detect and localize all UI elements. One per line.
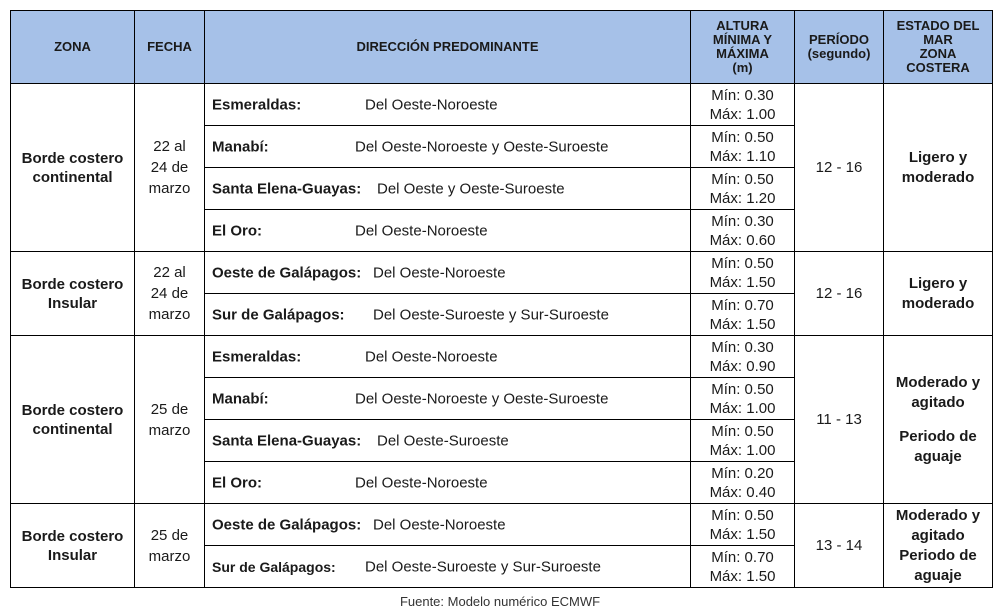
periodo-cell: 12 - 16 [795, 252, 884, 336]
periodo-cell: 12 - 16 [795, 84, 884, 252]
province-label: Esmeraldas: [212, 348, 302, 365]
altura-cell: Mín: 0.30 Máx: 0.90 [691, 336, 795, 378]
fecha-cell: 25 de marzo [135, 504, 205, 588]
province-label: Sur de Galápagos: [212, 558, 336, 575]
forecast-table [10, 10, 993, 588]
altura-cell: Mín: 0.50 Máx: 1.00 [691, 378, 795, 420]
altura-cell: Mín: 0.50 Máx: 1.00 [691, 420, 795, 462]
zona-cell: Borde costero Insular [11, 504, 135, 588]
direccion-cell [205, 504, 691, 546]
altura-cell: Mín: 0.50 Máx: 1.10 [691, 126, 795, 168]
province-label: Manabí: [212, 390, 269, 407]
table-row [11, 252, 993, 294]
direction-value: Del Oeste-Noroeste [373, 264, 506, 281]
altura-cell: Mín: 0.20 Máx: 0.40 [691, 462, 795, 504]
direccion-cell [205, 462, 691, 504]
header-altura: ALTURA MÍNIMA Y MÁXIMA (m) [691, 11, 795, 84]
direccion-cell [205, 546, 691, 588]
estado-cell: Moderado y agitado Periodo de aguaje [884, 504, 993, 588]
estado-cell: Ligero y moderado [884, 84, 993, 252]
table-row [11, 336, 993, 378]
altura-cell: Mín: 0.50 Máx: 1.50 [691, 504, 795, 546]
altura-cell: Mín: 0.70 Máx: 1.50 [691, 546, 795, 588]
periodo-cell: 13 - 14 [795, 504, 884, 588]
direccion-cell [205, 84, 691, 126]
direction-value: Del Oeste-Noroeste [365, 96, 498, 113]
fecha-cell: 25 de marzo [135, 336, 205, 504]
zona-cell: Borde costero Insular [11, 252, 135, 336]
province-label: El Oro: [212, 222, 263, 239]
periodo-cell: 11 - 13 [795, 336, 884, 504]
fecha-cell: 22 al 24 de marzo [135, 84, 205, 252]
province-label: Santa Elena-Guayas: [212, 432, 362, 449]
direction-value: Del Oeste-Noroeste [365, 348, 498, 365]
direction-value: Del Oeste-Suroeste [377, 432, 509, 449]
direccion-cell [205, 420, 691, 462]
direccion-cell [205, 336, 691, 378]
altura-cell: Mín: 0.50 Máx: 1.20 [691, 168, 795, 210]
direccion-cell [205, 378, 691, 420]
province-label: Oeste de Galápagos: [212, 516, 362, 533]
direccion-cell [205, 252, 691, 294]
estado-cell: Moderado y agitado Periodo de aguaje [884, 336, 993, 504]
altura-cell: Mín: 0.70 Máx: 1.50 [691, 294, 795, 336]
direction-value: Del Oeste-Noroeste [355, 474, 488, 491]
direccion-cell [205, 126, 691, 168]
zona-cell: Borde costero continental [11, 336, 135, 504]
header-row [11, 11, 993, 84]
header-direccion: DIRECCIÓN PREDOMINANTE [205, 11, 691, 84]
direction-value: Del Oeste-Noroeste [373, 516, 506, 533]
direction-value: Del Oeste-Noroeste y Oeste-Suroeste [355, 390, 609, 407]
table-row [11, 504, 993, 546]
direccion-cell [205, 210, 691, 252]
direction-value: Del Oeste-Suroeste y Sur-Suroeste [373, 306, 609, 323]
altura-cell: Mín: 0.50 Máx: 1.50 [691, 252, 795, 294]
direction-value: Del Oeste-Suroeste y Sur-Suroeste [365, 558, 601, 575]
province-label: Manabí: [212, 138, 269, 155]
table-row [11, 84, 993, 126]
direction-value: Del Oeste-Noroeste y Oeste-Suroeste [355, 138, 609, 155]
direccion-cell [205, 168, 691, 210]
province-label: Oeste de Galápagos: [212, 264, 362, 281]
altura-cell: Mín: 0.30 Máx: 0.60 [691, 210, 795, 252]
zona-cell: Borde costero continental [11, 84, 135, 252]
fecha-cell: 22 al 24 de marzo [135, 252, 205, 336]
header-fecha: FECHA [135, 11, 205, 84]
source-caption: Fuente: Modelo numérico ECMWF [399, 594, 601, 609]
province-label: Sur de Galápagos: [212, 306, 345, 323]
province-label: Santa Elena-Guayas: [212, 180, 362, 197]
estado-cell: Ligero y moderado [884, 252, 993, 336]
direction-value: Del Oeste-Noroeste [355, 222, 488, 239]
header-estado: ESTADO DEL MAR ZONA COSTERA [884, 11, 993, 84]
direction-value: Del Oeste y Oeste-Suroeste [377, 180, 565, 197]
province-label: El Oro: [212, 474, 263, 491]
altura-cell: Mín: 0.30 Máx: 1.00 [691, 84, 795, 126]
header-periodo: PERÍODO (segundo) [795, 11, 884, 84]
header-zona: ZONA [11, 11, 135, 84]
direccion-cell [205, 294, 691, 336]
province-label: Esmeraldas: [212, 96, 302, 113]
